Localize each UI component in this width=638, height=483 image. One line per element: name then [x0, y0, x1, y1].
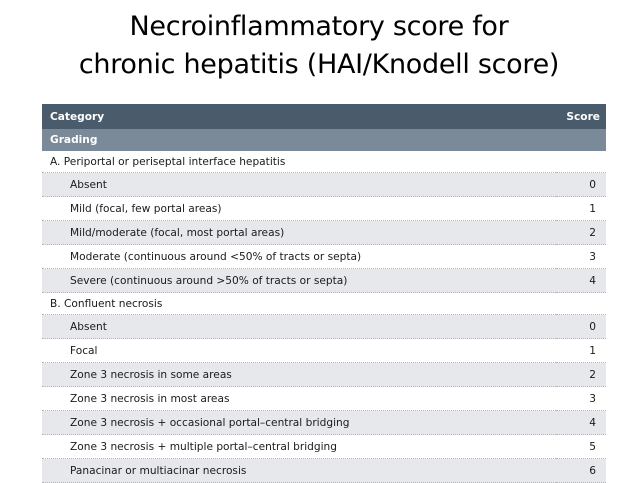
table-row	[42, 173, 606, 197]
row-score-value: 1	[556, 197, 606, 221]
grading-label: Grading	[42, 129, 606, 151]
section-a-rows	[42, 173, 606, 293]
table-row	[42, 221, 606, 245]
row-category-label: Panacinar or multiacinar necrosis	[42, 459, 556, 483]
row-category-label: Severe (continuous around >50% of tracts or septa)	[42, 269, 556, 293]
table-header-row	[42, 104, 606, 129]
row-score-value: 0	[556, 315, 606, 339]
slide-title-line-1: Necroinflammatory score for	[129, 11, 509, 42]
row-score-value: 1	[556, 339, 606, 363]
row-category-label: Moderate (continuous around <50% of tracts or septa)	[42, 245, 556, 269]
section-b-rows	[42, 315, 606, 483]
table-row	[42, 435, 606, 459]
column-header-category: Category	[42, 104, 556, 129]
section-a-title: A. Periportal or periseptal interface hepatitis	[42, 151, 606, 173]
row-score-value: 2	[556, 221, 606, 245]
table-row	[42, 411, 606, 435]
row-category-label: Zone 3 necrosis + occasional portal–central bridging	[42, 411, 556, 435]
row-category-label: Absent	[42, 173, 556, 197]
table-row	[42, 315, 606, 339]
row-category-label: Absent	[42, 315, 556, 339]
grading-row	[42, 129, 606, 151]
row-category-label: Focal	[42, 339, 556, 363]
row-score-value: 0	[556, 173, 606, 197]
column-header-score: Score	[556, 104, 606, 129]
row-score-value: 6	[556, 459, 606, 483]
row-score-value: 2	[556, 363, 606, 387]
row-category-label: Mild/moderate (focal, most portal areas)	[42, 221, 556, 245]
section-b-title: B. Confluent necrosis	[42, 293, 606, 315]
table-row	[42, 245, 606, 269]
row-score-value: 3	[556, 387, 606, 411]
table-row	[42, 387, 606, 411]
score-table-container	[42, 104, 606, 483]
score-table	[42, 104, 606, 483]
table-row	[42, 339, 606, 363]
row-score-value: 4	[556, 269, 606, 293]
row-category-label: Zone 3 necrosis in some areas	[42, 363, 556, 387]
row-score-value: 4	[556, 411, 606, 435]
table-row	[42, 363, 606, 387]
section-b-row	[42, 293, 606, 315]
slide-title	[0, 8, 638, 84]
row-category-label: Zone 3 necrosis + multiple portal–central bridging	[42, 435, 556, 459]
row-category-label: Zone 3 necrosis in most areas	[42, 387, 556, 411]
section-a-row	[42, 151, 606, 173]
table-row	[42, 269, 606, 293]
row-category-label: Mild (focal, few portal areas)	[42, 197, 556, 221]
row-score-value: 5	[556, 435, 606, 459]
table-row	[42, 197, 606, 221]
slide-title-line-2: chronic hepatitis (HAI/Knodell score)	[78, 49, 560, 80]
row-score-value: 3	[556, 245, 606, 269]
